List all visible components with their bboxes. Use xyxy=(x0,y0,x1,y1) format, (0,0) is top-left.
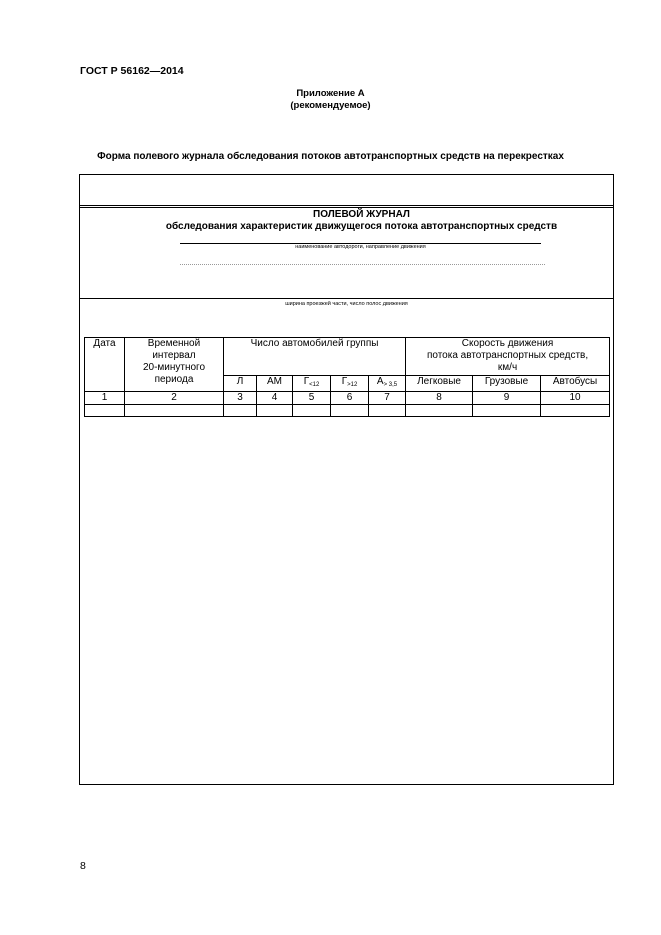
entry-cell xyxy=(85,405,125,417)
road-name-caption: наименование автодороги, направление движения xyxy=(295,244,426,250)
entry-cell xyxy=(406,405,473,417)
header-buses: Автобусы xyxy=(541,376,610,392)
column-number: 6 xyxy=(331,392,369,405)
column-number: 2 xyxy=(125,392,224,405)
entry-cell xyxy=(331,405,369,417)
header-g-small: $Г_{<12}$ xyxy=(293,376,331,392)
column-number: 3 xyxy=(224,392,257,405)
empty-entry-row xyxy=(85,405,610,417)
column-number-row xyxy=(85,392,610,405)
header-trucks: Грузовые xyxy=(473,376,541,392)
field-journal-table xyxy=(84,337,610,417)
entry-cell xyxy=(369,405,406,417)
form-title: Форма полевого журнала обследования потоков автотранспортных средств на перекрестках xyxy=(97,151,564,162)
entry-cell xyxy=(224,405,257,417)
header-l: Л xyxy=(224,376,257,392)
frame-divider xyxy=(79,205,614,206)
header-interval: Временной интервал 20-минутного периода xyxy=(125,338,224,392)
appendix-subtitle: (рекомендуемое) xyxy=(290,100,371,111)
lanes-caption: ширина проезжей части, число полос движения xyxy=(285,301,408,307)
header-g-large: $Г_{>12}$ xyxy=(331,376,369,392)
header-cars: Легковые xyxy=(406,376,473,392)
column-number: 4 xyxy=(257,392,293,405)
entry-cell xyxy=(473,405,541,417)
lanes-line xyxy=(180,264,545,265)
entry-cell xyxy=(293,405,331,417)
journal-frame xyxy=(79,174,614,785)
header-speed: Скорость движения потока автотранспортных средств, км/ч xyxy=(406,338,610,376)
entry-cell xyxy=(125,405,224,417)
frame-divider xyxy=(79,207,614,208)
page-number: 8 xyxy=(80,860,86,872)
header-a: $А_{> 3,5}$ xyxy=(369,376,406,392)
column-number: 10 xyxy=(541,392,610,405)
header-count-group: Число автомобилей группы xyxy=(224,338,406,376)
column-number: 5 xyxy=(293,392,331,405)
column-number: 1 xyxy=(85,392,125,405)
column-number: 8 xyxy=(406,392,473,405)
header-am: АМ xyxy=(257,376,293,392)
document-code: ГОСТ Р 56162—2014 xyxy=(80,65,184,77)
header-date: Дата xyxy=(85,338,125,392)
entry-cell xyxy=(257,405,293,417)
frame-divider xyxy=(79,298,614,299)
entry-cell xyxy=(541,405,610,417)
column-number: 7 xyxy=(369,392,406,405)
appendix-title: Приложение А xyxy=(296,88,365,99)
journal-subtitle: обследования характеристик движущегося потока автотранспортных средств xyxy=(165,221,558,232)
column-number: 9 xyxy=(473,392,541,405)
journal-title: ПОЛЕВОЙ ЖУРНАЛ xyxy=(313,209,410,220)
